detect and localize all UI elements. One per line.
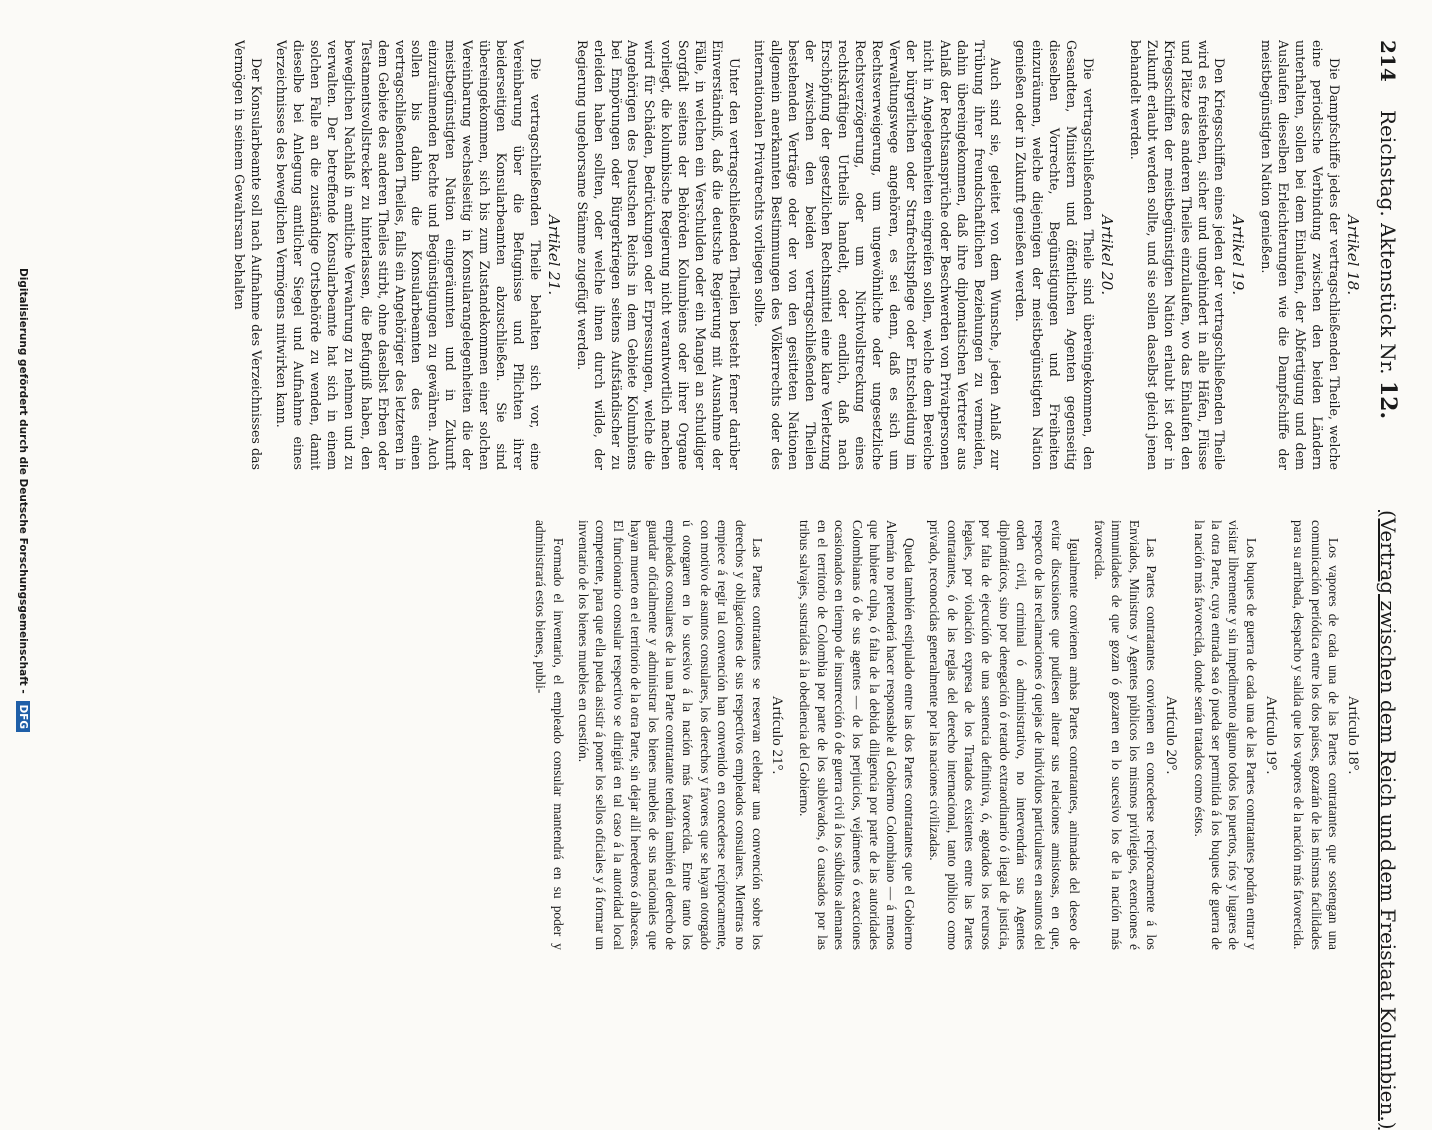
article-heading: Artikel 20. <box>1098 214 1117 296</box>
header-title-text: Reichstag. Aktenstück Nr. <box>1376 110 1400 375</box>
article-paragraph: Die vertragschließenden Theile sind übereingekommen, den Gesandten, Ministern und öffentlichen Agenten gegenseitig dieselben Vorrechte, Begünstigungen und Freiheiten einzuräumen, welche diejenigen der meistbegünstigten Nation genießen oder in Zukunft genießen werden. <box>1013 40 1097 470</box>
article-paragraph: Die vertragschließenden Theile behalten sich vor, eine Vereinbarung über die Befugnisse und Pflichten ihrer beiderseitigen Konsularbeamten abzuschließen. Sie sind übereingekommen, sich bis zum Zustandekommen einer solchen Vereinbarung wechselseitig in Konsularangelegenheiten die der meistbegünstigten Nation eingeräumten und in Zukunft einzuräumenden Rechte und Begünstigungen zu gewähren. Auch sollen bis dahin die Konsularbeamten des einen vertragschließenden Theiles, falls ein Angehöriger des letzteren in dem Gebiete des anderen Theiles stirbt, ohne daselbst Erben oder Testamentsvollstrecker zu hinterlassen, die Befugniß haben, den beweglichen Nachlaß in amtliche Verwahrung zu nehmen und zu verwalten. Der betreffende Konsularbeamte hat sich in einem solchen Falle an die zuständige Ortsbehörde zu wenden, damit dieselbe bei Anlegung amtlicher Siegel und Aufnahme eines Verzeichnisses des beweglichen Vermögens mitwirken kann. <box>274 40 543 470</box>
article-paragraph: Formado el inventario, el empleado consular mantendrá en su poder y administrará estos bienes, publi- <box>533 520 566 950</box>
article-paragraph: Unter den vertragschließenden Theilen besteht ferner darüber Einverständniß, daß die deutsche Regierung mit Ausnahme der Fälle, in welchen ein Verschulden oder ein Mangel an schuldiger Sorgfalt seitens der Behörden Kolumbiens oder ihrer Organe vorliegt, die kolumbische Regierung nicht verantwortlich machen wird für Schäden, Bedrückungen oder Erpressungen, welche die Angehörigen des Deutschen Reichs in dem Gebiete Kolumbiens bei Empörungen oder Bürgerkriegen seitens Aufständischer zu erleiden haben sollten, oder welche ihnen durch wilde, der Regierung ungehorsame Stämme zugefügt werden. <box>574 40 742 470</box>
spanish-text-column <box>54 520 1364 950</box>
article-heading: Artikel 19. <box>1229 214 1248 296</box>
article-paragraph: Der Konsularbeamte soll nach Aufnahme des Verzeichnisses das Vermögen in seinem Gewahrsam behalten <box>232 40 265 470</box>
article-paragraph: Los buques de guerra de cada una de las Partes contratantes podrán entrar y visitar libremente y sin impedimento alguno todos los puertos, ríos y lugares de la otra Parte, cuya entrada sea ó pueda ser permitida á los buques de guerra de la nación más favorecida, donde serán tratados como éstos. <box>1191 520 1259 950</box>
page-number: 214 <box>1376 40 1400 82</box>
article-heading: Artikel 18. <box>1344 214 1362 296</box>
header-title <box>1374 110 1402 419</box>
article-paragraph: Igualmente convienen ambas Partes contratantes, animadas del deseo de evitar discusiones que pudiesen alterar sus relaciones amistosas, en que, respecto de las reclamaciones ó quejas de individuos particulares en asuntos del orden civil, criminal ó administrativo, no intervendrán sus Agentes diplomáticos, sino por denegación ó retardo extraordinario ó ilegal de justicia, por falta de ejecución de una sentencia definitiva, ó, agotados los recursos legales, por violación expresa de los Tratados existentes entre las Partes contratantes, ó de las reglas del derecho internacional, tanto público como privado, reconocidas generalmente por las naciones civilizadas. <box>927 520 1082 950</box>
article-paragraph: Los vapores de cada una de las Partes contratantes que sostengan una comunicación periódica entre los dos países, gozarán de las mismas facilidades para su arribada, despacho y salida que los vapores de la nación más favorecida. <box>1291 520 1341 950</box>
dfg-logo: DFG <box>16 701 30 732</box>
article-heading: Artículo 20°. <box>1163 695 1180 775</box>
article-paragraph: Auch sind sie, geleitet von dem Wunsche, jeden Anlaß zur Trübung ihrer freundschaftlichen Beziehungen zu vermeiden, dahin übereingekommen, daß ihre diplomatischen Vertreter aus Anlaß der Rechtsansprüche oder Beschwerden von Privatpersonen nicht in Angelegenheiten eingreifen sollen, welche dem Bereiche der bürgerlichen oder Strafrechtspflege oder Entscheidung im Verwaltungswege angehören, es sei denn, daß es sich um Rechtsverweigerung, um ungewöhnliche oder ungesetzliche Rechtsverzögerung, oder um Nichtvollstreckung eines rechtskräftigen Urtheils handelt, oder endlich, daß nach Erschöpfung der gesetzlichen Rechtsmittel eine klare Verletzung der zwischen den beiden vertragschließenden Theilen bestehenden Verträge oder der von den gesitteten Nationen allgemein anerkannten Bestimmungen des Völkerrechts oder des internationalen Privatrechts vorliegen sollte. <box>751 40 1004 470</box>
page-header <box>1374 40 1402 1130</box>
document-number: 12. <box>1375 380 1401 420</box>
credit-text: Digitalisierung gefördert durch die Deutsche Forschungsgemeinschaft - <box>17 268 29 694</box>
article-heading: Artikel 21. <box>544 214 563 296</box>
header-subtitle: (Vertrag zwischen dem Reich und dem Freistaat Kolumbien.) <box>1376 510 1400 1130</box>
article-heading: Artículo 18°. <box>1345 695 1361 775</box>
german-text-column <box>54 40 1364 470</box>
article-paragraph: Die Dampfschiffe jedes der vertragschließenden Theile, welche eine periodische Verbindung zwischen den beiden Ländern unterhalten, sollen bei dem Einlaufen, der Abfertigung und dem Auslaufen dieselben Erleichterungen wie die Dampfschiffe der meistbegünstigten Nation genießen. <box>1259 40 1342 470</box>
digitization-credit <box>12 60 34 940</box>
article-paragraph: Queda también estipulado entre las dos Partes contratantes que el Gobierno Alemán no pretenderá hacer responsable al Gobierno Colombiano — á menos que hubiere culpa, ó falta de la debida diligencia por parte de las autoridades Colombianas ó de sus agentes — de los perjuicios, vejámenes ó exacciones ocasionados en tiempo de insurrección ó de guerra civil á los súbditos alemanes en el territorio de Colombia por parte de los sublevados, ó causados por las tribus salvajes, sustraídas á la obediencia del Gobierno. <box>797 520 917 950</box>
article-heading: Artículo 19°. <box>1262 695 1279 775</box>
article-paragraph: Den Kriegsschiffen eines jeden der vertragschließenden Theile wird es freistehen, sicher und ungehindert in alle Häfen, Flüsse und Plätze des anderen Theiles einzulaufen, wo das Einlaufen den Kriegsschiffen der meistbegünstigten Nation erlaubt ist oder in Zukunft erlaubt werden sollte, und sie sollen daselbst gleich jenen behandelt werden. <box>1127 40 1228 470</box>
article-paragraph: Las Partes contratantes se reservan celebrar una convención sobre los derechos y obligaciones de sus respectivos empleados consulares. Mientras no empiece á regir tal convención han convenido en concederse recíprocamente, con motivo de asuntos consulares, los derechos y favores que se hayan otorgado ú otorgaren en lo sucesivo á la nación más favorecida. Entre tanto los empleados consulares de la una Parte contratante tendrán también el derecho de guardar oficialmente y administrar los bienes muebles de sus nacionales que hayan muerto en el territorio de la otra Parte, sin dejar allí herederos ó albaceas. El funcionario consular respectivo se dirigirá en tal caso á la autoridad local competente, para que ella pueda asistir á poner los sellos oficiales y á formar un inventario de los bienes muebles en cuestión. <box>575 520 766 950</box>
article-heading: Artículo 21°. <box>769 695 786 775</box>
article-paragraph: Las Partes contratantes convienen en concederse recíprocamente á los Enviados, Ministros y Agentes públicos los mismos privilegios, exenciones é inmunidades de que gozan ó gozaren en lo sucesivo los de la nación más favorecida. <box>1091 520 1160 950</box>
